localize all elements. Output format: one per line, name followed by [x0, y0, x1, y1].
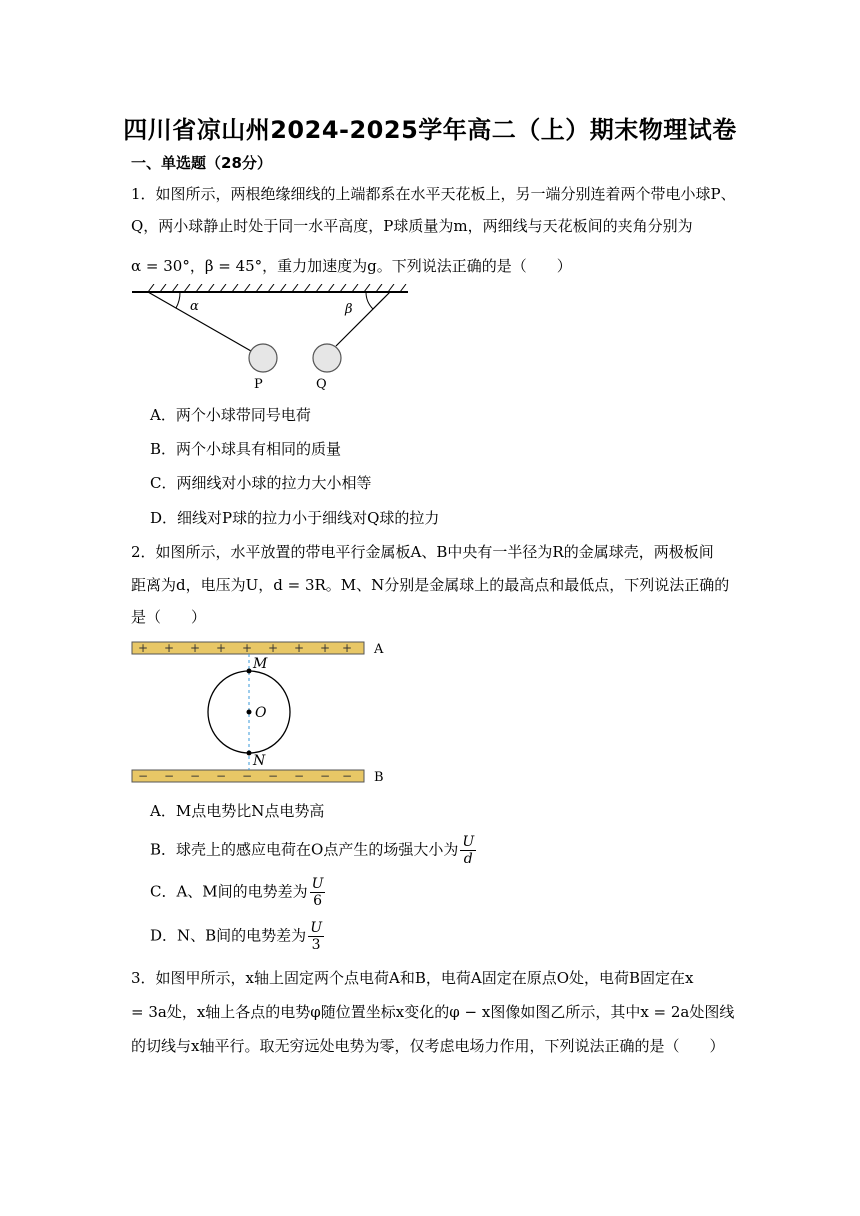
point-m-label: M	[253, 656, 268, 672]
svg-text:+: +	[164, 641, 175, 655]
svg-text:+: +	[190, 641, 201, 655]
point-o-label: O	[255, 705, 267, 721]
plate-b-label: B	[374, 770, 384, 785]
svg-text:+: +	[342, 641, 353, 655]
q2-text-line-3: 是（ ）	[131, 608, 207, 626]
alpha-label: α	[190, 299, 199, 314]
svg-text:+: +	[138, 641, 149, 655]
q2-option-a: A．M点电势比N点电势高	[150, 802, 325, 820]
q3-text-line-1: 3．如图甲所示，x轴上固定两个点电荷A和B，电荷A固定在原点O处，电荷B固定在x	[131, 969, 694, 987]
q1-text-line-3: α = 30°，β = 45°，重力加速度为g。下列说法正确的是（ ）	[131, 257, 572, 275]
thread-q	[336, 292, 390, 346]
q1-text-line-2: Q，两小球静止时处于同一水平高度，P球质量为m，两细线与天花板间的夹角分别为	[131, 217, 693, 235]
exam-title: 四川省凉山州2024-2025学年高二（上）期末物理试卷	[123, 116, 737, 144]
ball-p	[249, 344, 277, 372]
svg-text:−: −	[294, 769, 305, 783]
label-p: P	[254, 377, 263, 392]
thread-p	[148, 292, 251, 351]
svg-text:+: +	[320, 641, 331, 655]
q1-option-c: C．两细线对小球的拉力大小相等	[150, 474, 372, 492]
svg-text:+: +	[268, 641, 279, 655]
q2-figure	[128, 638, 398, 788]
point-n-label: N	[253, 753, 266, 769]
q2-text-line-2: 距离为d，电压为U，d = 3R。M、N分别是金属球上的最高点和最低点，下列说法正确的	[131, 576, 730, 594]
label-q: Q	[316, 377, 327, 392]
svg-text:+: +	[294, 641, 305, 655]
svg-text:−: −	[342, 769, 353, 783]
q2-option-b: B．球壳上的感应电荷在O点产生的场强大小为 $\frac{U}{d}$	[150, 834, 475, 867]
svg-text:+: +	[216, 641, 227, 655]
svg-text:−: −	[268, 769, 279, 783]
svg-text:−: −	[242, 769, 253, 783]
q1-option-a: A．两个小球带同号电荷	[150, 406, 311, 424]
q1-option-d: D．细线对P球的拉力小于细线对Q球的拉力	[150, 509, 440, 527]
section-heading: 一、单选题（28分）	[131, 154, 272, 172]
svg-text:−: −	[190, 769, 201, 783]
q1-text-line-1: 1．如图所示，两根绝缘细线的上端都系在水平天花板上，另一端分别连着两个带电小球P、	[131, 185, 736, 203]
q1-figure	[128, 284, 418, 394]
q2-text-line-1: 2．如图所示，水平放置的带电平行金属板A、B中央有一半径为R的金属球壳，两极板间	[131, 543, 714, 561]
beta-label: β	[345, 302, 353, 317]
ball-q	[313, 344, 341, 372]
q2-option-c: C．A、M间的电势差为 $\frac{U}{6}$	[150, 876, 324, 909]
q2-option-d: D．N、B间的电势差为 $\frac{U}{3}$	[150, 920, 322, 953]
svg-text:+: +	[242, 641, 253, 655]
q3-text-line-2: = 3a处，x轴上各点的电势φ随位置坐标x变化的φ − x图像如图乙所示，其中x = 2a处图线	[131, 1003, 735, 1021]
plate-a-label: A	[374, 642, 384, 657]
svg-text:−: −	[216, 769, 227, 783]
svg-text:−: −	[164, 769, 175, 783]
svg-text:−: −	[320, 769, 331, 783]
svg-text:−: −	[138, 769, 149, 783]
q3-text-line-3: 的切线与x轴平行。取无穷远处电势为零，仅考虑电场力作用，下列说法正确的是（ ）	[131, 1037, 725, 1055]
q1-option-b: B．两个小球具有相同的质量	[150, 440, 342, 458]
